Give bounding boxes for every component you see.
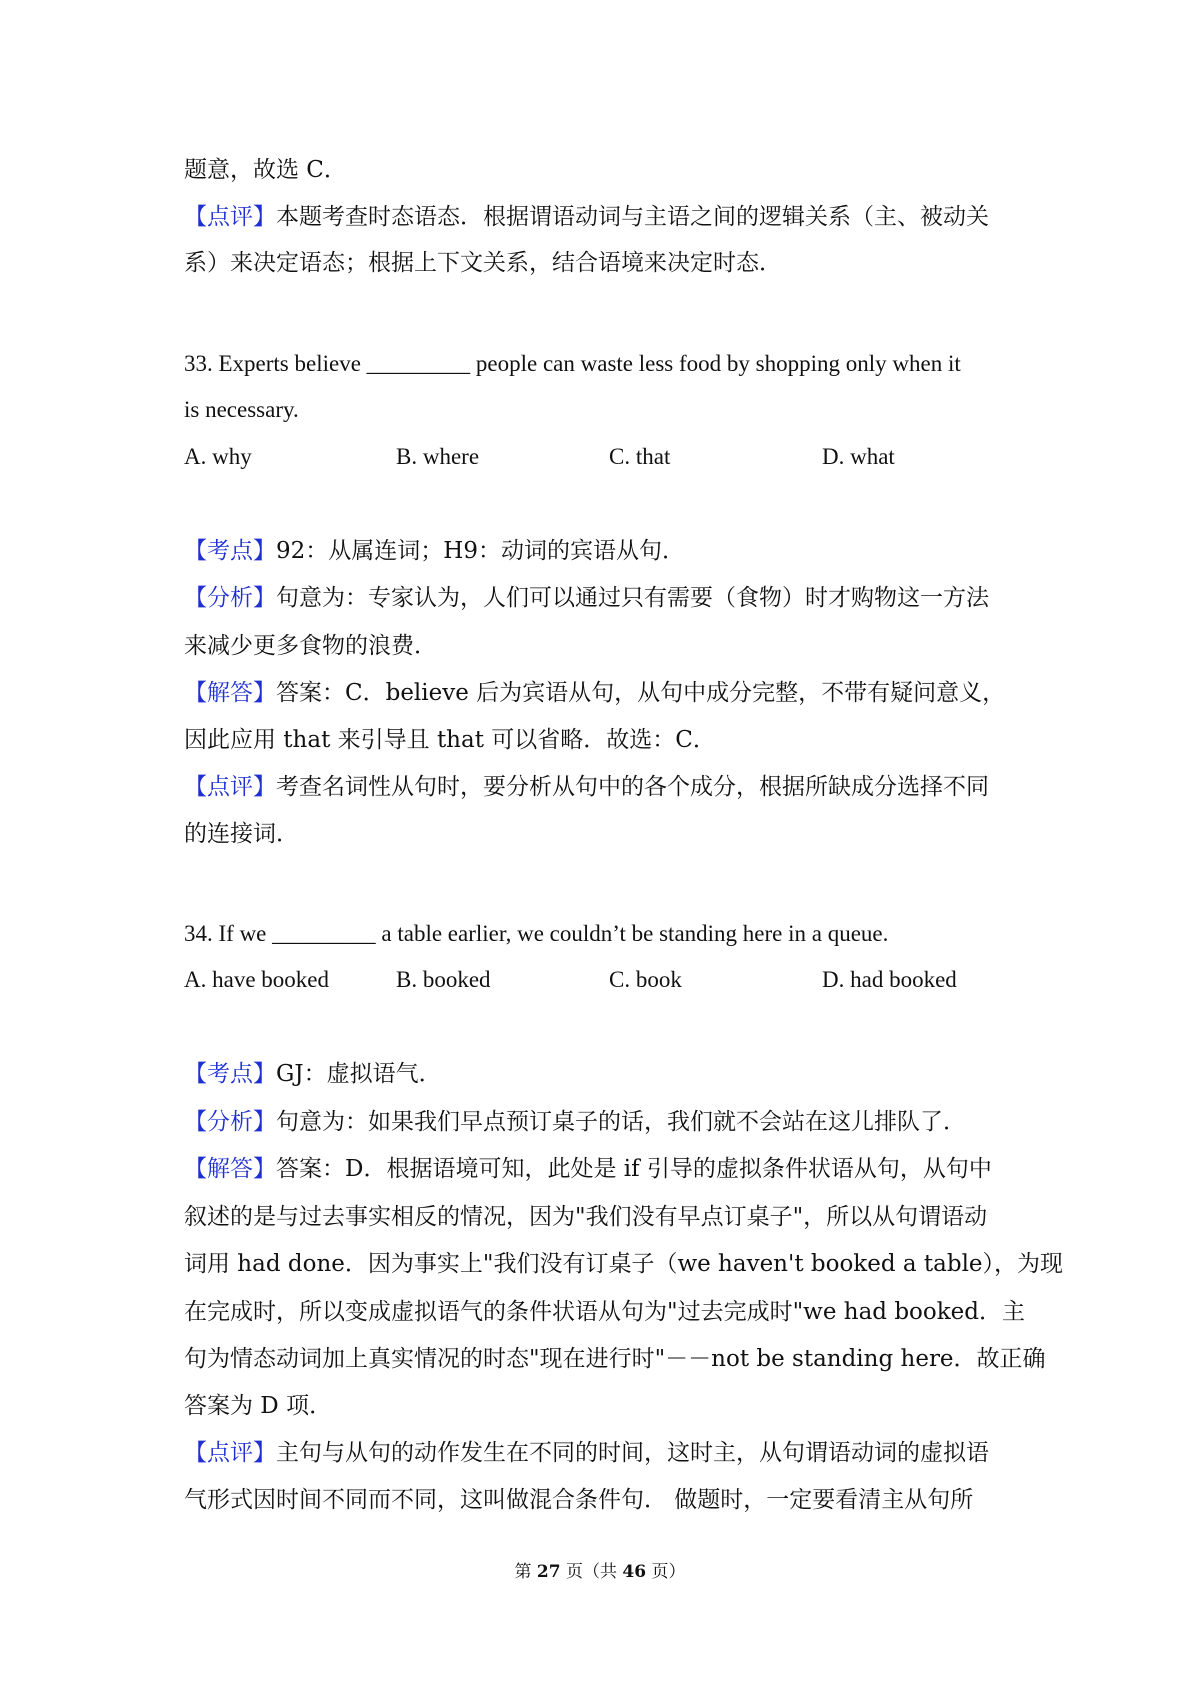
page-number: 27 <box>536 1562 561 1582</box>
kaodian-line: 【考点】GJ：虚拟语气． <box>184 1061 442 1087</box>
fenxi-line: 【分析】句意为：如果我们早点预订桌子的话，我们就不会站在这儿排队了． <box>184 1109 966 1135</box>
comment-line: 【点评】本题考查时态语态．根据谓语动词与主语之间的逻辑关系（主、被动关 <box>184 204 989 230</box>
question-33-stem-cont: is necessary. <box>184 397 299 422</box>
text-line: 气形式因时间不同而不同，这叫做混合条件句． 做题时，一定要看清主从句所 <box>184 1487 974 1513</box>
text-line: 来减少更多食物的浪费． <box>184 633 437 659</box>
comment-line: 【点评】主句与从句的动作发生在不同的时间，这时主，从句谓语动词的虚拟语 <box>184 1440 989 1466</box>
text-line: 句为情态动词加上真实情况的时态"现在进行时"－－not be standing here．故正确 <box>184 1346 1046 1372</box>
fenxi-tag: 【分析】 <box>184 1109 276 1135</box>
comment-tag: 【点评】 <box>184 204 276 230</box>
jieda-line: 【解答】答案：C．believe 后为宾语从句，从句中成分完整，不带有疑问意义， <box>184 680 1006 706</box>
kaodian-line: 【考点】92：从属连词；H9：动词的宾语从句． <box>184 538 685 564</box>
jieda-line: 【解答】答案：D．根据语境可知，此处是 if 引导的虚拟条件状语从句，从句中 <box>184 1156 992 1182</box>
page-footer: 第 27 页（共 46 页） <box>514 1562 686 1582</box>
jieda-tag: 【解答】 <box>184 680 276 706</box>
kaodian-tag: 【考点】 <box>184 538 276 564</box>
kaodian-tag: 【考点】 <box>184 1061 276 1087</box>
text-line: 叙述的是与过去事实相反的情况，因为"我们没有早点订桌子"，所以从句谓语动 <box>184 1204 988 1230</box>
text-line: 在完成时，所以变成虚拟语气的条件状语从句为"过去完成时"we had booked．主 <box>184 1299 1026 1325</box>
total-pages: 46 <box>622 1562 647 1582</box>
question-34-stem: 34. If we _________ a table earlier, we couldn’t be standing here in a queue. <box>184 921 889 946</box>
text-line: 因此应用 that 来引导且 that 可以省略．故选：C． <box>184 727 716 753</box>
text-line: 的连接词． <box>184 821 299 847</box>
comment-tag: 【点评】 <box>184 1440 276 1466</box>
text-line: 系）来决定语态；根据上下文关系，结合语境来决定时态． <box>184 250 782 276</box>
option-d: D. what <box>822 444 895 469</box>
jieda-tag: 【解答】 <box>184 1156 276 1182</box>
comment-line: 【点评】考查名词性从句时，要分析从句中的各个成分，根据所缺成分选择不同 <box>184 774 989 800</box>
option-b: B. where <box>396 444 480 469</box>
text-line: 词用 had done．因为事实上"我们没有订桌子（we haven't booked a table），为现 <box>184 1251 1064 1277</box>
text-line: 答案为 D 项． <box>184 1393 333 1419</box>
option-a: A. why <box>184 444 252 469</box>
option-c: C. book <box>609 967 682 992</box>
fenxi-line: 【分析】句意为：专家认为，人们可以通过只有需要（食物）时才购物这一方法 <box>184 585 989 611</box>
option-b: B. booked <box>396 967 491 992</box>
question-33-stem: 33. Experts believe _________ people can waste less food by shopping only when it <box>184 351 961 376</box>
option-a: A. have booked <box>184 967 329 992</box>
comment-tag: 【点评】 <box>184 774 276 800</box>
option-d: D. had booked <box>822 967 957 992</box>
text-line: 题意，故选 C． <box>184 157 347 183</box>
fenxi-tag: 【分析】 <box>184 585 276 611</box>
option-c: C. that <box>609 444 671 469</box>
